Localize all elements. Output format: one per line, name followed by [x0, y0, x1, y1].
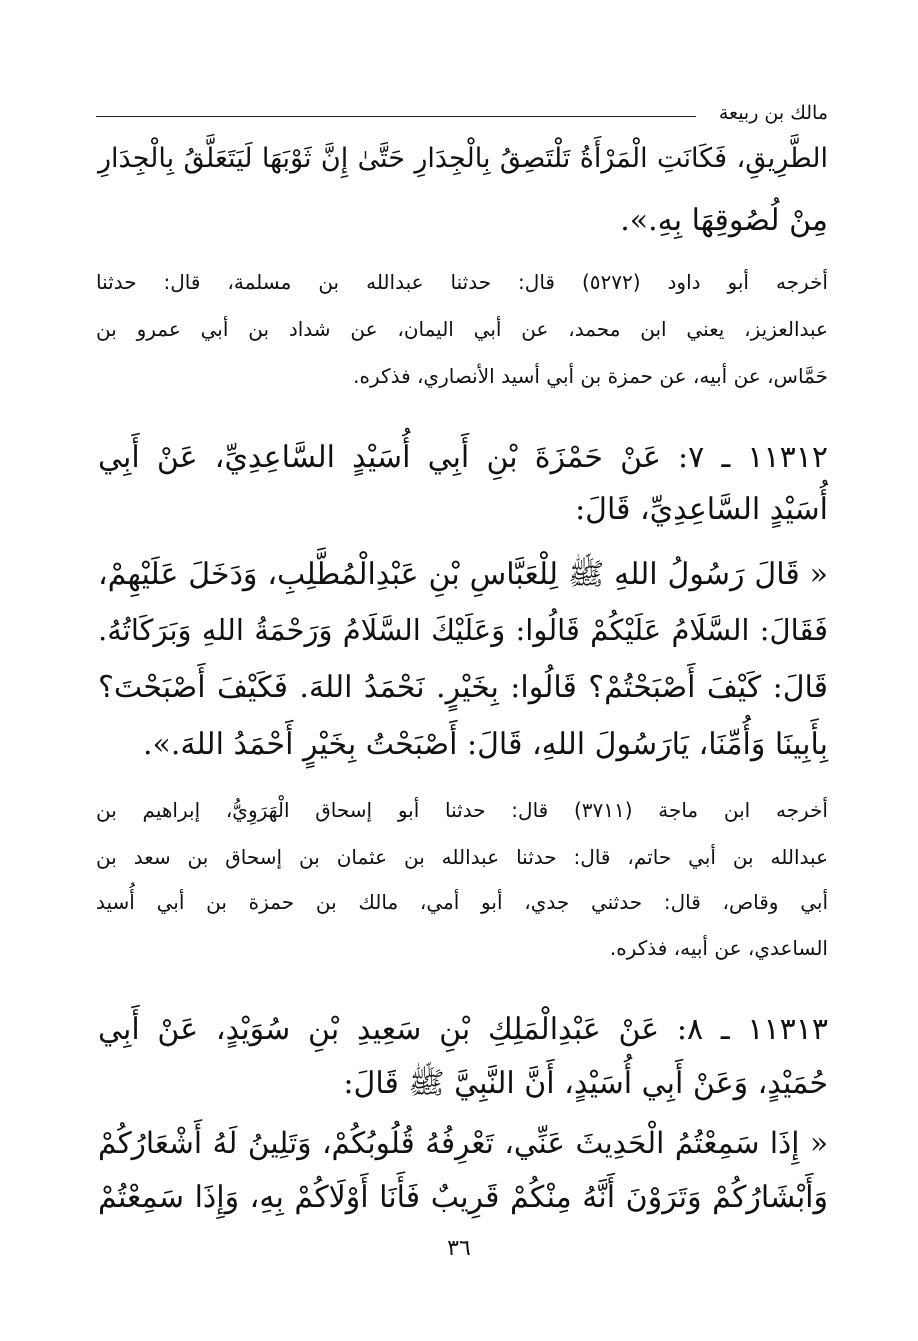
page-number: ٣٦	[447, 1236, 471, 1261]
note-line: أخرجه أبو داود (٥٢٧٢) قال: حدثنا عبدالله بن مسلمة، قال: حدثنا	[96, 270, 828, 294]
hadith-line: الطَّرِيقِ، فَكَانَتِ الْمَرْأَةُ تَلْتَصِقُ بِالْجِدَارِ حَتَّىٰ إِنَّ ثَوْبَهَا لَيَتَعَلَّقُ بِالْجِدَارِ	[98, 143, 828, 174]
note-line: عبدالله بن أبي حاتم، قال: حدثنا عبدالله بن عثمان بن إسحاق بن سعد بن	[96, 845, 828, 869]
note-line: عبدالعزيز، يعني ابن محمد، عن أبي اليمان، عن شداد بن أبي عمرو بن	[96, 317, 828, 341]
note-line: حَمَّاس، عن أبيه، عن حمزة بن أبي أسيد الأنصاري، فذكره.	[353, 364, 828, 388]
hadith-heading-line: ١١٣١٢ ـ ٧: عَنْ حَمْزَةَ بْنِ أَبِي أُسَيْدٍ السَّاعِدِيِّ، عَنْ أَبِي	[98, 440, 828, 475]
hadith-line: فَقَالَ: السَّلَامُ عَلَيْكُمْ قَالُوا: وَعَلَيْكَ السَّلَامُ وَرَحْمَةُ اللهِ وَبَرَكَاتُهُ.	[98, 613, 828, 647]
header-rule	[96, 116, 696, 117]
hadith-line: « قَالَ رَسُولُ اللهِ ﷺ لِلْعَبَّاسِ بْنِ عَبْدِالْمُطَّلِبِ، وَدَخَلَ عَلَيْهِمْ،	[98, 557, 828, 592]
note-line: أخرجه ابن ماجة (٣٧١١) قال: حدثنا أبو إسحاق الْهَرَوِيُّ، إبراهيم بن	[96, 798, 828, 822]
hadith-line: « إِذَا سَمِعْتُمُ الْحَدِيثَ عَنِّي، تَعْرِفُهُ قُلُوبُكُمْ، وَتَلِينُ لَهُ أَشْعَارُكُمْ	[98, 1126, 828, 1160]
running-header	[96, 100, 828, 134]
hadith-line: وَأَبْشَارُكُمْ وَتَرَوْنَ أَنَّهُ مِنْكُمْ قَرِيبٌ فَأَنَا أَوْلَاكُمْ بِهِ، وَإِذَا سَمِعْتُمْ	[98, 1180, 828, 1215]
hadith-heading-line: ١١٣١٣ ـ ٨: عَنْ عَبْدِالْمَلِكِ بْنِ سَعِيدِ بْنِ سُوَيْدٍ، عَنْ أَبِي	[98, 1012, 828, 1047]
hadith-line: مِنْ لُصُوقِهَا بِهِ.».	[620, 203, 828, 238]
hadith-line: قَالَ: كَيْفَ أَصْبَحْتُمْ؟ قَالُوا: بِخَيْرٍ. نَحْمَدُ اللهَ. فَكَيْفَ أَصْبَحْتَ؟	[98, 670, 828, 705]
hadith-heading-line: أُسَيْدٍ السَّاعِدِيِّ، قَالَ:	[575, 492, 828, 527]
note-line: الساعدي، عن أبيه، فذكره.	[609, 936, 828, 960]
hadith-line: بِأَبِينَا وَأُمِّنَا، يَارَسُولَ اللهِ، قَالَ: أَصْبَحْتُ بِخَيْرٍ أَحْمَدُ اللهَ.».	[142, 727, 828, 762]
note-line: أبي وقاص، قال: حدثني جدي، أبو أمي، مالك بن حمزة بن أبي أُسيد	[96, 890, 828, 914]
running-title: مالك بن ربيعة	[718, 102, 828, 124]
hadith-heading-line: حُمَيْدٍ، وَعَنْ أَبِي أُسَيْدٍ، أَنَّ النَّبِيَّ ﷺ قَالَ:	[343, 1066, 828, 1101]
